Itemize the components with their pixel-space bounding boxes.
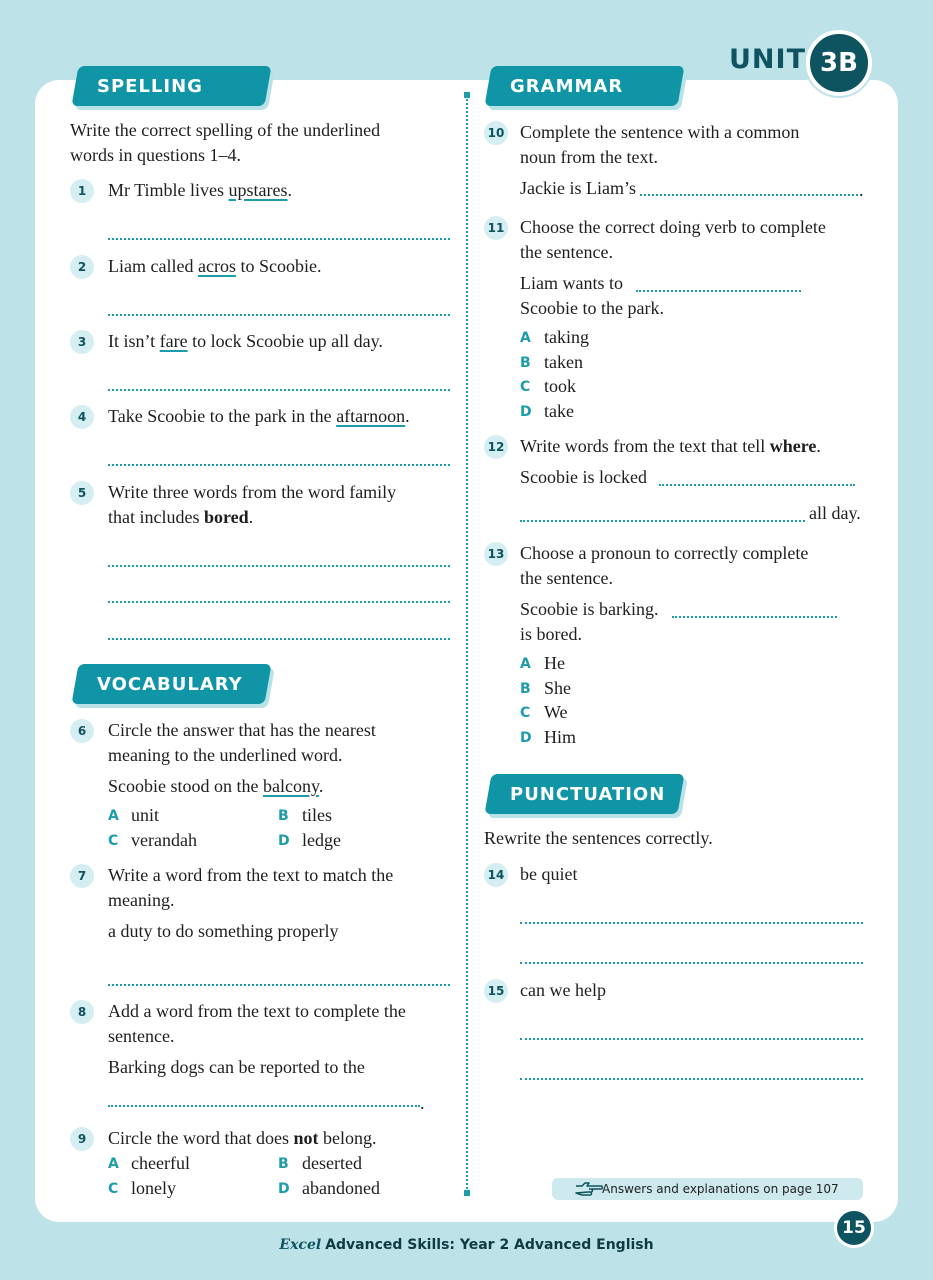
option-letter: A — [520, 656, 531, 672]
question-number-10: 10 — [484, 121, 508, 145]
option-letter: C — [108, 1181, 119, 1197]
option-text[interactable]: ledge — [302, 830, 341, 850]
question-12-text: Write words from the text that tell where. — [520, 436, 821, 456]
question-number-5: 5 — [70, 481, 94, 505]
footer-text: Advanced Skills: Year 2 Advanced English — [325, 1237, 654, 1253]
option-letter: A — [108, 808, 119, 824]
option-text[interactable]: cheerful — [131, 1153, 190, 1173]
option-text[interactable]: take — [544, 401, 574, 421]
question-number-2: 2 — [70, 255, 94, 279]
answer-line-4[interactable] — [108, 464, 450, 466]
option-text[interactable]: abandoned — [302, 1178, 380, 1198]
option-letter: D — [520, 404, 532, 420]
answer-line-12b[interactable] — [520, 520, 805, 522]
question-7-line1: Write a word from the text to match the — [108, 865, 394, 885]
option-text[interactable]: verandah — [131, 830, 197, 850]
answer-line-2[interactable] — [108, 314, 450, 316]
question-number-11: 11 — [484, 216, 508, 240]
answer-line-12a[interactable] — [659, 484, 855, 486]
question-7-prompt: a duty to do something properly — [108, 921, 339, 941]
question-number-13: 13 — [484, 542, 508, 566]
question-10-line2: noun from the text. — [520, 147, 658, 167]
question-13-line2: the sentence. — [520, 568, 613, 588]
vocabulary-banner: VOCABULARY — [75, 664, 268, 704]
option-letter: D — [278, 1181, 290, 1197]
question-11-line1: Choose the correct doing verb to complete — [520, 217, 826, 237]
answer-line-5b[interactable] — [108, 601, 450, 603]
spelling-instruction-line1: Write the correct spelling of the underlined — [70, 120, 381, 140]
pointing-hand-icon — [574, 1181, 604, 1197]
question-15-text: can we help — [520, 980, 606, 1000]
question-6-line1: Circle the answer that has the nearest — [108, 720, 376, 740]
question-10-line1: Complete the sentence with a common — [520, 122, 800, 142]
answer-line-5c[interactable] — [108, 638, 450, 640]
question-13-prompt2: is bored. — [520, 624, 582, 644]
grammar-banner: GRAMMAR — [488, 66, 681, 106]
answers-reference-text: Answers and explanations on page 107 — [602, 1182, 839, 1196]
answer-line-11[interactable] — [636, 290, 801, 292]
answer-line-15a[interactable] — [520, 1038, 863, 1040]
option-letter: B — [520, 681, 531, 697]
option-text[interactable]: tiles — [302, 805, 332, 825]
option-text[interactable]: taken — [544, 352, 583, 372]
question-number-6: 6 — [70, 719, 94, 743]
question-6-sentence: Scoobie stood on the balcony. — [108, 776, 324, 796]
question-number-12: 12 — [484, 435, 508, 459]
answer-line-8[interactable] — [108, 1105, 420, 1107]
column-divider — [466, 96, 468, 1192]
question-number-9: 9 — [70, 1127, 94, 1151]
question-12-end: all day. — [809, 503, 861, 523]
option-letter: A — [520, 330, 531, 346]
option-letter: D — [278, 833, 290, 849]
question-number-7: 7 — [70, 864, 94, 888]
question-10-end: . — [859, 180, 864, 200]
option-text[interactable]: deserted — [302, 1153, 362, 1173]
question-number-1: 1 — [70, 179, 94, 203]
question-number-4: 4 — [70, 405, 94, 429]
option-text[interactable]: taking — [544, 327, 589, 347]
answer-line-5a[interactable] — [108, 565, 450, 567]
option-letter: B — [278, 808, 289, 824]
option-text[interactable]: We — [544, 702, 568, 722]
option-letter: D — [520, 730, 532, 746]
question-14-text: be quiet — [520, 864, 578, 884]
question-11-prompt1: Liam wants to — [520, 273, 623, 293]
question-8-end: . — [420, 1093, 425, 1113]
question-6-line2: meaning to the underlined word. — [108, 745, 343, 765]
option-text[interactable]: He — [544, 653, 565, 673]
question-3-text: It isn’t fare to lock Scoobie up all day. — [108, 331, 383, 351]
question-9-text: Circle the word that does not belong. — [108, 1128, 377, 1148]
footer — [0, 1237, 933, 1253]
page-number: 15 — [834, 1208, 874, 1248]
answer-line-10[interactable] — [640, 194, 858, 196]
question-number-15: 15 — [484, 979, 508, 1003]
option-text[interactable]: unit — [131, 805, 160, 825]
answer-line-13[interactable] — [672, 616, 837, 618]
answer-line-15b[interactable] — [520, 1078, 863, 1080]
answer-line-3[interactable] — [108, 389, 450, 391]
question-11-line2: the sentence. — [520, 242, 613, 262]
question-10-prompt: Jackie is Liam’s — [520, 178, 636, 198]
punctuation-banner: PUNCTUATION — [488, 774, 681, 814]
option-letter: B — [520, 355, 531, 371]
unit-label: UNIT — [729, 44, 806, 75]
option-letter: C — [108, 833, 119, 849]
answer-line-14a[interactable] — [520, 922, 863, 924]
footer-brand: Excel — [279, 1237, 322, 1253]
option-text[interactable]: She — [544, 678, 571, 698]
question-7-line2: meaning. — [108, 890, 175, 910]
question-8-prompt: Barking dogs can be reported to the — [108, 1057, 365, 1077]
answers-reference — [552, 1178, 863, 1200]
question-4-text: Take Scoobie to the park in the aftarnoon. — [108, 406, 410, 426]
spelling-banner: SPELLING — [75, 66, 268, 106]
option-text[interactable]: lonely — [131, 1178, 176, 1198]
option-letter: C — [520, 705, 531, 721]
answer-line-14b[interactable] — [520, 962, 863, 964]
option-letter: A — [108, 1156, 119, 1172]
question-number-14: 14 — [484, 863, 508, 887]
question-number-3: 3 — [70, 330, 94, 354]
option-letter: B — [278, 1156, 289, 1172]
question-12-prompt: Scoobie is locked — [520, 467, 647, 487]
option-letter: C — [520, 379, 531, 395]
question-13-prompt1: Scoobie is barking. — [520, 599, 659, 619]
question-8-line1: Add a word from the text to complete the — [108, 1001, 406, 1021]
question-number-8: 8 — [70, 1000, 94, 1024]
question-5-line1: Write three words from the word family — [108, 482, 397, 502]
question-8-line2: sentence. — [108, 1026, 175, 1046]
question-11-prompt2: Scoobie to the park. — [520, 298, 664, 318]
answer-line-7[interactable] — [108, 984, 450, 986]
punctuation-instruction: Rewrite the sentences correctly. — [484, 828, 713, 848]
unit-badge: 3B — [806, 30, 872, 96]
question-1-text: Mr Timble lives upstares. — [108, 180, 293, 200]
option-text[interactable]: Him — [544, 727, 577, 747]
spelling-instruction-line2: words in questions 1–4. — [70, 145, 241, 165]
question-13-line1: Choose a pronoun to correctly complete — [520, 543, 809, 563]
answer-line-1[interactable] — [108, 238, 450, 240]
question-2-text: Liam called acros to Scoobie. — [108, 256, 322, 276]
option-text[interactable]: took — [544, 376, 577, 396]
question-5-line2: that includes bored. — [108, 507, 254, 527]
